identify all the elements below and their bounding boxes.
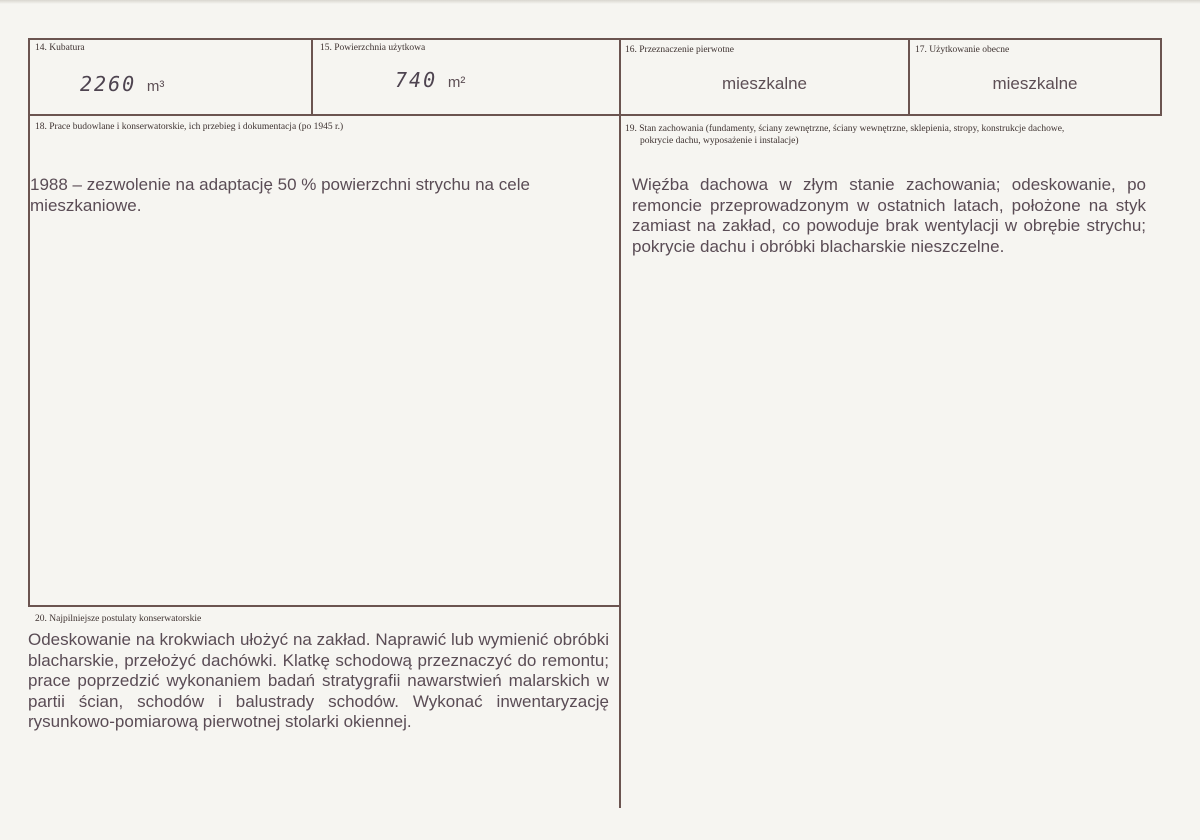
field-14-handwritten-value: 2260 (80, 72, 137, 96)
section20-top-line (28, 605, 620, 607)
field-20-text: Odeskowanie na krokwiach ułożyć na zakład. Naprawić lub wymienić obróbki blacharskie, przełożyć dachówki. Klatkę schodową przeznaczyć do remontu; prace poprzedzić wykonaniem badań stratygrafii nawarstwień malarskich w partii ścian, schodów i balustrady schodów. Wykonać inwentaryzację rysunkowo-pomiarową pierwotnej stolarki okiennej. (28, 630, 609, 731)
field-20-label: 20. Najpilniejsze postulaty konserwatorskie (35, 614, 202, 624)
divider-14-15 (311, 38, 313, 115)
field-18-text: 1988 – zezwolenie na adaptację 50 % powierzchni strychu na cele mieszkaniowe. (30, 175, 530, 215)
field-17-label: 17. Użytkowanie obecne (915, 45, 1010, 55)
field-14-value (80, 72, 164, 96)
field-17-value: mieszkalne (992, 74, 1078, 93)
field-19-label-line1: 19. Stan zachowania (fundamenty, ściany zewnętrzne, ściany wewnętrzne, sklepienia, stropy, konstrukcje dachowe, (625, 124, 1065, 134)
field-15-unit: m² (447, 74, 466, 91)
center-divider (619, 38, 621, 808)
right-border-line (1160, 38, 1162, 115)
field-15-handwritten-value: 740 (395, 68, 438, 92)
field-14-label: 14. Kubatura (35, 43, 85, 53)
left-border-line (28, 38, 30, 606)
field-14-unit: m³ (146, 78, 165, 95)
field-19-label-line2: pokrycie dachu, wyposażenie i instalacje) (640, 136, 799, 146)
field-15-value (395, 68, 465, 92)
field-19-text: Więźba dachowa w złym stanie zachowania; odeskowanie, po remoncie przeprowadzonym w ostatnich latach, położone na styk zamiast na zakład, co powoduje brak wentylacji w obrębie strychu; pokrycie dachu i obróbki blacharskie nieszczelne. (632, 175, 1146, 256)
field-18-label: 18. Prace budowlane i konserwatorskie, ich przebieg i dokumentacja (po 1945 r.) (35, 122, 344, 132)
field-16-label: 16. Przeznaczenie pierwotne (625, 45, 734, 55)
top-border-line (28, 38, 1162, 40)
field-15-label: 15. Powierzchnia użytkowa (320, 43, 426, 53)
paper-edge (0, 0, 1200, 4)
row1-bottom-line (28, 114, 1162, 116)
field-16-value: mieszkalne (721, 74, 808, 93)
